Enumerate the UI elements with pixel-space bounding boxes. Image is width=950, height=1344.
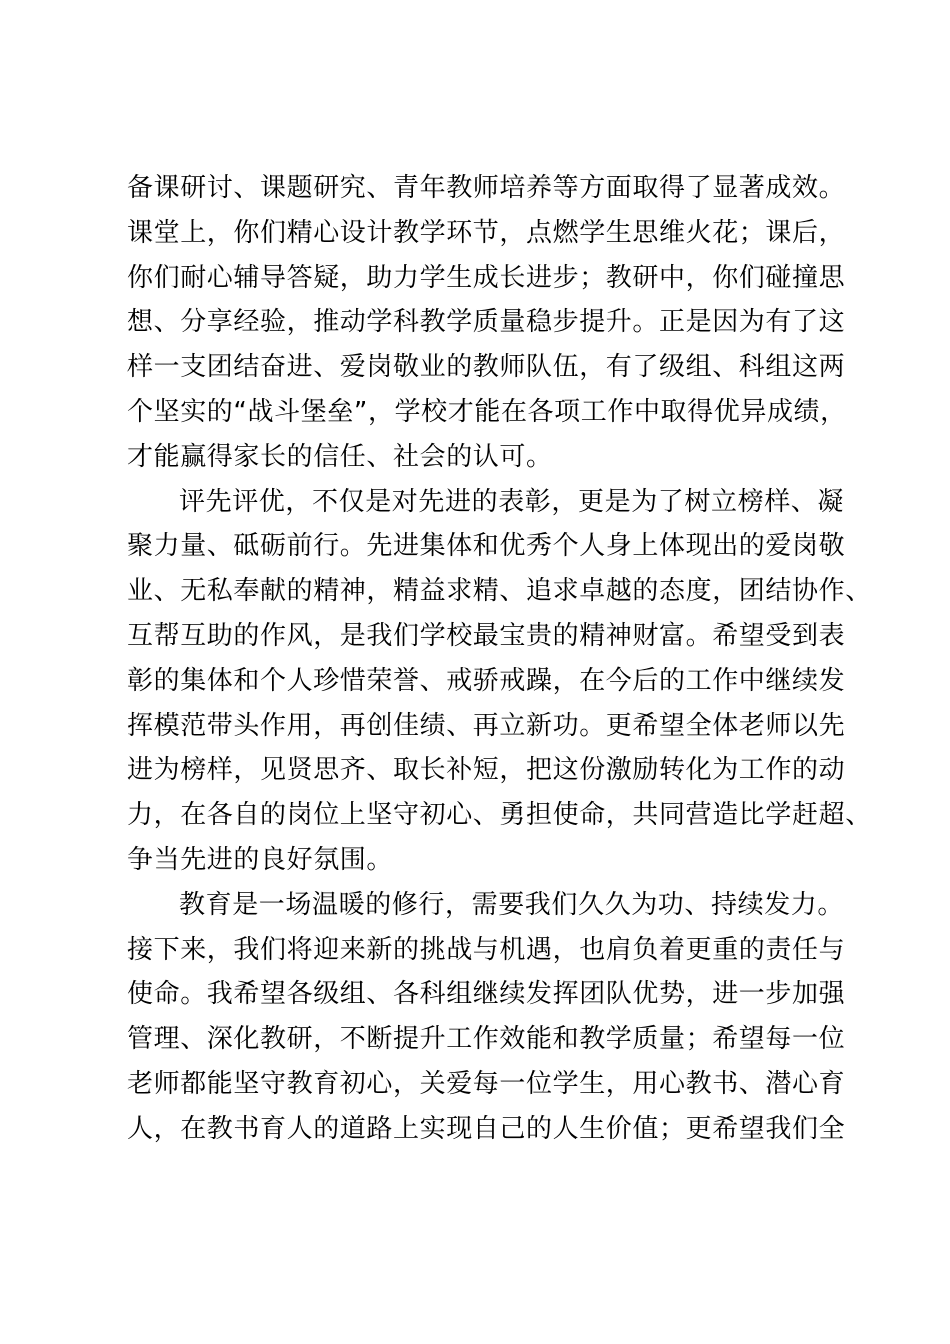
text-line: 彰的集体和个人珍惜荣誉、戒骄戒躁，在今后的工作中继续发: [127, 665, 846, 696]
paragraph-first-line: 评先评优，不仅是对先进的表彰，更是为了树立榜样、凝: [179, 486, 845, 517]
text-line: 人，在教书育人的道路上实现自己的人生价值；更希望我们全: [127, 1113, 846, 1144]
text-line: 课堂上，你们精心设计教学环节，点燃学生思维火花；课后，: [127, 217, 846, 248]
text-line: 聚力量、砥砺前行。先进集体和优秀个人身上体现出的爱岗敬: [127, 531, 846, 562]
text-line: 进为榜样，见贤思齐、取长补短，把这份激励转化为工作的动: [127, 755, 846, 786]
text-line: 使命。我希望各级组、各科组继续发挥团队优势，进一步加强: [127, 979, 846, 1010]
text-line: 样一支团结奋进、爱岗敬业的教师队伍，有了级组、科组这两: [127, 352, 846, 383]
text-line: 才能赢得家长的信任、社会的认可。: [127, 441, 553, 472]
text-line: 力，在各自的岗位上坚守初心、勇担使命，共同营造比学赶超、: [127, 800, 872, 831]
text-line: 接下来，我们将迎来新的挑战与机遇，也肩负着更重的责任与: [127, 934, 846, 965]
text-line: 挥模范带头作用，再创佳绩、再立新功。更希望全体老师以先: [127, 710, 846, 741]
text-line: 你们耐心辅导答疑，助力学生成长进步；教研中，你们碰撞思: [127, 262, 846, 293]
text-line: 备课研讨、课题研究、青年教师培养等方面取得了显著成效。: [127, 173, 846, 203]
text-line: 个坚实的“战斗堡垒”，学校才能在各项工作中取得优异成绩，: [127, 396, 847, 427]
text-line: 老师都能坚守教育初心，关爱每一位学生，用心教书、潜心育: [127, 1068, 846, 1099]
text-line: 管理、深化教研，不断提升工作效能和教学质量；希望每一位: [127, 1024, 846, 1055]
text-line: 想、分享经验，推动学科教学质量稳步提升。正是因为有了这: [127, 307, 846, 338]
text-line: 互帮互助的作风，是我们学校最宝贵的精神财富。希望受到表: [127, 620, 846, 651]
paragraph-first-line: 教育是一场温暖的修行，需要我们久久为功、持续发力。: [179, 889, 845, 920]
body-text: [127, 166, 872, 1152]
text-line: 争当先进的良好氛围。: [127, 844, 394, 875]
text-line: 业、无私奉献的精神，精益求精、追求卓越的态度，团结协作、: [127, 576, 872, 607]
